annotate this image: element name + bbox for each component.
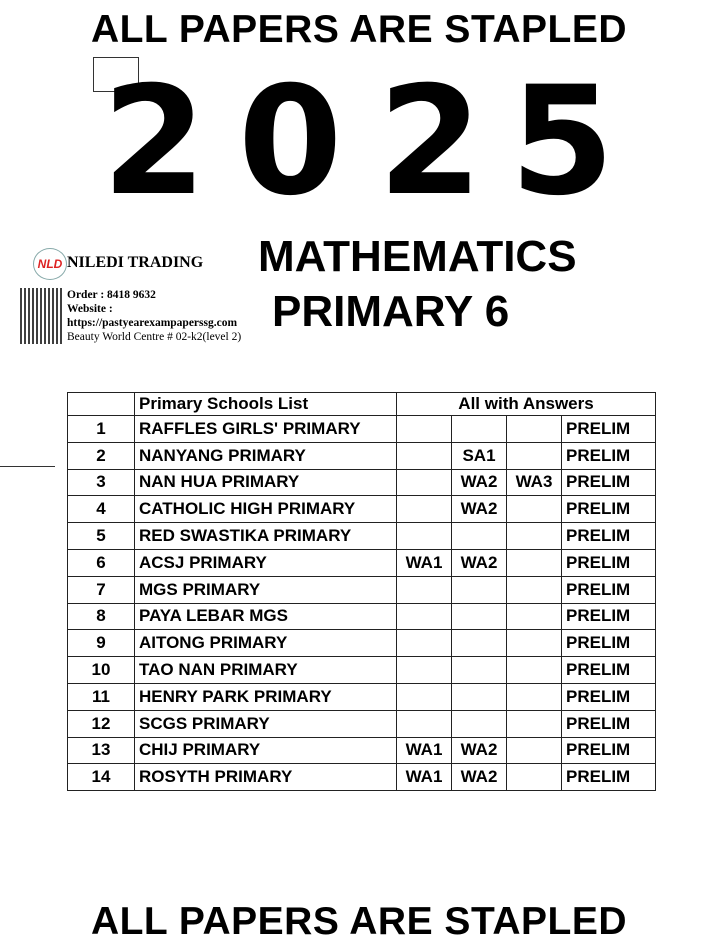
paper-col-2 bbox=[452, 576, 507, 603]
paper-col-4: PRELIM bbox=[562, 764, 656, 791]
row-number: 12 bbox=[68, 710, 135, 737]
paper-col-1 bbox=[397, 576, 452, 603]
banner-bottom: ALL PAPERS ARE STAPLED bbox=[90, 900, 628, 943]
paper-col-4: PRELIM bbox=[562, 416, 656, 443]
paper-col-4: PRELIM bbox=[562, 576, 656, 603]
paper-col-2: WA2 bbox=[452, 764, 507, 791]
paper-col-3 bbox=[507, 603, 562, 630]
table-header bbox=[68, 393, 656, 416]
paper-col-3 bbox=[507, 630, 562, 657]
school-name: NAN HUA PRIMARY bbox=[135, 469, 397, 496]
paper-col-2 bbox=[452, 416, 507, 443]
paper-col-4: PRELIM bbox=[562, 469, 656, 496]
year-digit: 0 bbox=[238, 55, 343, 229]
table-row bbox=[68, 576, 656, 603]
paper-col-2: WA2 bbox=[452, 549, 507, 576]
paper-col-3 bbox=[507, 523, 562, 550]
paper-col-4: PRELIM bbox=[562, 657, 656, 684]
table-row bbox=[68, 710, 656, 737]
paper-col-3 bbox=[507, 416, 562, 443]
vendor-name: NILEDI TRADING bbox=[67, 254, 204, 271]
table-row bbox=[68, 549, 656, 576]
school-name: TAO NAN PRIMARY bbox=[135, 657, 397, 684]
row-number: 3 bbox=[68, 469, 135, 496]
school-name: SCGS PRIMARY bbox=[135, 710, 397, 737]
level-title: PRIMARY 6 bbox=[272, 287, 510, 336]
vendor-order: Order : 8418 9632 bbox=[67, 289, 156, 301]
paper-col-3 bbox=[507, 496, 562, 523]
table-row bbox=[68, 737, 656, 764]
school-name: PAYA LEBAR MGS bbox=[135, 603, 397, 630]
row-number: 14 bbox=[68, 764, 135, 791]
table-row bbox=[68, 469, 656, 496]
subject-title: MATHEMATICS bbox=[258, 232, 577, 281]
schools-table bbox=[67, 392, 656, 791]
table-row bbox=[68, 657, 656, 684]
school-name: RAFFLES GIRLS' PRIMARY bbox=[135, 416, 397, 443]
vendor-website: https://pastyearexampaperssg.com bbox=[67, 317, 238, 329]
paper-col-1 bbox=[397, 469, 452, 496]
paper-col-3 bbox=[507, 710, 562, 737]
table-row bbox=[68, 523, 656, 550]
year-digit: 2 bbox=[102, 55, 207, 229]
year-heading bbox=[100, 55, 620, 229]
paper-col-3 bbox=[507, 737, 562, 764]
paper-col-2 bbox=[452, 710, 507, 737]
paper-col-1 bbox=[397, 496, 452, 523]
paper-col-1 bbox=[397, 710, 452, 737]
year-digit: 2 bbox=[378, 55, 483, 229]
paper-col-1: WA1 bbox=[397, 549, 452, 576]
row-number: 6 bbox=[68, 549, 135, 576]
paper-col-1 bbox=[397, 416, 452, 443]
paper-col-1 bbox=[397, 683, 452, 710]
paper-col-2 bbox=[452, 603, 507, 630]
paper-col-4: PRELIM bbox=[562, 549, 656, 576]
paper-col-3 bbox=[507, 764, 562, 791]
vendor-logo: NLD bbox=[33, 248, 67, 280]
header-schools-list: Primary Schools List bbox=[135, 393, 397, 416]
year-digit: 5 bbox=[510, 55, 615, 229]
paper-col-1 bbox=[397, 657, 452, 684]
paper-col-1: WA1 bbox=[397, 764, 452, 791]
school-name: ROSYTH PRIMARY bbox=[135, 764, 397, 791]
school-name: MGS PRIMARY bbox=[135, 576, 397, 603]
paper-col-2 bbox=[452, 630, 507, 657]
school-name: CHIJ PRIMARY bbox=[135, 737, 397, 764]
paper-col-3 bbox=[507, 442, 562, 469]
table-row bbox=[68, 442, 656, 469]
header-answers: All with Answers bbox=[397, 393, 656, 416]
paper-col-4: PRELIM bbox=[562, 523, 656, 550]
paper-col-2: WA2 bbox=[452, 496, 507, 523]
paper-col-3 bbox=[507, 549, 562, 576]
row-number: 7 bbox=[68, 576, 135, 603]
paper-col-1 bbox=[397, 630, 452, 657]
paper-col-1 bbox=[397, 442, 452, 469]
scan-line bbox=[0, 466, 55, 467]
paper-col-3 bbox=[507, 683, 562, 710]
table-row bbox=[68, 630, 656, 657]
school-name: NANYANG PRIMARY bbox=[135, 442, 397, 469]
row-number: 13 bbox=[68, 737, 135, 764]
school-name: ACSJ PRIMARY bbox=[135, 549, 397, 576]
paper-col-4: PRELIM bbox=[562, 630, 656, 657]
paper-col-2: WA2 bbox=[452, 737, 507, 764]
paper-col-2 bbox=[452, 523, 507, 550]
banner-top: ALL PAPERS ARE STAPLED bbox=[90, 8, 628, 51]
paper-col-2 bbox=[452, 683, 507, 710]
paper-col-4: PRELIM bbox=[562, 710, 656, 737]
paper-col-1 bbox=[397, 523, 452, 550]
row-number: 1 bbox=[68, 416, 135, 443]
vendor-website-label: Website : bbox=[67, 303, 113, 315]
paper-col-2 bbox=[452, 657, 507, 684]
paper-col-2: WA2 bbox=[452, 469, 507, 496]
table-row bbox=[68, 764, 656, 791]
table-row bbox=[68, 603, 656, 630]
table-row bbox=[68, 416, 656, 443]
paper-col-4: PRELIM bbox=[562, 737, 656, 764]
qr-code-icon bbox=[20, 288, 64, 344]
row-number: 8 bbox=[68, 603, 135, 630]
table-row bbox=[68, 496, 656, 523]
school-name: AITONG PRIMARY bbox=[135, 630, 397, 657]
paper-col-4: PRELIM bbox=[562, 683, 656, 710]
row-number: 4 bbox=[68, 496, 135, 523]
paper-col-2: SA1 bbox=[452, 442, 507, 469]
paper-col-4: PRELIM bbox=[562, 496, 656, 523]
row-number: 5 bbox=[68, 523, 135, 550]
paper-col-3: WA3 bbox=[507, 469, 562, 496]
row-number: 10 bbox=[68, 657, 135, 684]
paper-col-3 bbox=[507, 657, 562, 684]
school-name: RED SWASTIKA PRIMARY bbox=[135, 523, 397, 550]
paper-col-4: PRELIM bbox=[562, 442, 656, 469]
paper-col-4: PRELIM bbox=[562, 603, 656, 630]
row-number: 11 bbox=[68, 683, 135, 710]
paper-col-3 bbox=[507, 576, 562, 603]
table-row bbox=[68, 683, 656, 710]
paper-col-1 bbox=[397, 603, 452, 630]
row-number: 2 bbox=[68, 442, 135, 469]
row-number: 9 bbox=[68, 630, 135, 657]
vendor-address: Beauty World Centre # 02-k2(level 2) bbox=[67, 331, 242, 343]
paper-col-1: WA1 bbox=[397, 737, 452, 764]
school-name: HENRY PARK PRIMARY bbox=[135, 683, 397, 710]
school-name: CATHOLIC HIGH PRIMARY bbox=[135, 496, 397, 523]
